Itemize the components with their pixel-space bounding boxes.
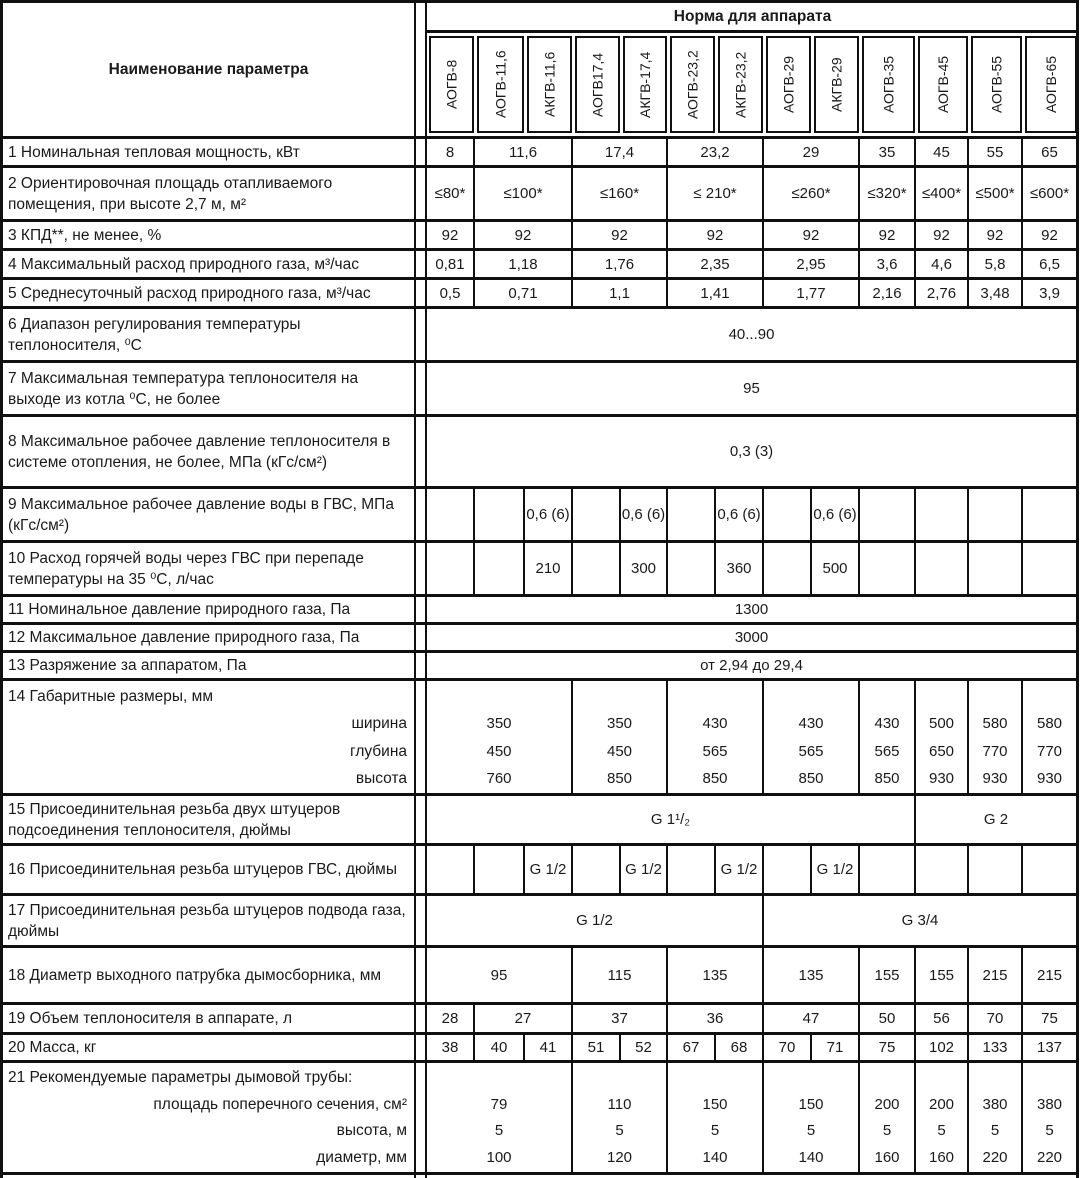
- value-cell: 95: [425, 948, 571, 1002]
- value-cell: G 2: [914, 796, 1076, 843]
- value-cell: [858, 543, 914, 594]
- value-cell: 0,71: [473, 280, 571, 306]
- column-gutter: [416, 139, 425, 165]
- table-row: [3, 678, 1076, 793]
- row-label: 5 Среднесуточный расход природного газа, м³/час: [8, 284, 371, 302]
- value-cell: 65: [1021, 139, 1076, 165]
- value-cell: [571, 543, 619, 594]
- column-header: АОГВ-11,6: [477, 36, 524, 133]
- row-label: 19 Объем теплоносителя в аппарате, л: [8, 1010, 293, 1027]
- value-line: 380: [1036, 1095, 1063, 1113]
- value-line: 450: [606, 742, 633, 760]
- value-cell: [967, 543, 1021, 594]
- value-cell: [473, 846, 523, 893]
- value-cell: 360: [714, 543, 762, 594]
- column-header: АКГВ-17,4: [623, 36, 667, 133]
- table-row: [3, 248, 1076, 277]
- row-label: 12 Максимальное давление природного газа, Па: [8, 629, 360, 646]
- value-cell: 210: [523, 543, 571, 594]
- value-line: 770: [1036, 742, 1063, 760]
- value-line: 160: [928, 1148, 955, 1166]
- value-cell: [571, 681, 666, 793]
- value-cell: 3,6: [858, 251, 914, 277]
- row-label-cell: [3, 139, 416, 165]
- value-line: 100: [486, 1148, 512, 1166]
- row-label-cell: [3, 543, 416, 594]
- row-sublabel: ширина: [351, 715, 407, 733]
- value-cell: 92: [666, 222, 762, 248]
- table-header: [3, 3, 1076, 136]
- value-line: 930: [1036, 769, 1063, 787]
- value-cell: [858, 846, 914, 893]
- value-line: 500: [928, 715, 955, 733]
- table-row: [3, 843, 1076, 893]
- value-line: 5: [710, 1122, 720, 1139]
- value-cell: 51: [571, 1035, 619, 1060]
- column-gutter: [416, 896, 425, 945]
- value-cell: [666, 489, 714, 540]
- row-label-cell: [3, 948, 416, 1002]
- value-cell: 102: [914, 1035, 967, 1060]
- value-cell: [762, 543, 810, 594]
- value-cell: 40...90: [425, 309, 1076, 360]
- row-label-cell: [3, 1005, 416, 1032]
- value-cell: 92: [762, 222, 858, 248]
- value-cell: 23,2: [666, 139, 762, 165]
- value-cell: [473, 543, 523, 594]
- value-cell: [762, 1063, 858, 1172]
- value-line: 79: [490, 1095, 508, 1113]
- value-cell: G 1/2: [810, 846, 858, 893]
- value-cell: [425, 1063, 571, 1172]
- value-cell: 155: [858, 948, 914, 1002]
- row-sublabel: диаметр, мм: [316, 1148, 407, 1166]
- value-cell: G 1/2: [714, 846, 762, 893]
- value-line: 120: [606, 1148, 633, 1166]
- row-label: 14 Габаритные размеры, мм: [8, 688, 213, 705]
- value-cell: ≤80*: [425, 168, 473, 219]
- value-cell: [762, 846, 810, 893]
- table-row: [3, 893, 1076, 945]
- value-cell: 95: [425, 363, 1076, 414]
- row-label: 7 Максимальная температура теплоносителя на выходе из котла ⁰С, не более: [8, 369, 359, 408]
- value-cell: 92: [967, 222, 1021, 248]
- value-line: 350: [486, 715, 512, 733]
- value-cell: 41: [523, 1035, 571, 1060]
- row-label-cell: [3, 309, 416, 360]
- value-line: 930: [982, 769, 1008, 787]
- value-cell: 0,81: [425, 251, 473, 277]
- value-line: 565: [874, 742, 900, 760]
- value-cell: 135: [762, 948, 858, 1002]
- value-cell: 75: [1021, 1005, 1076, 1032]
- row-sublabel: площадь поперечного сечения, см²: [153, 1095, 407, 1113]
- value-cell: 70: [967, 1005, 1021, 1032]
- value-line: 5: [615, 1122, 624, 1139]
- value-cell: 17,4: [571, 139, 666, 165]
- value-line: 450: [486, 742, 512, 760]
- value-line: 200: [928, 1095, 955, 1113]
- row-label: 6 Диапазон регулирования температуры теплоносителя, ⁰С: [8, 315, 301, 354]
- table-row: [3, 277, 1076, 306]
- table-row: [3, 360, 1076, 414]
- row-sublabel: глубина: [350, 742, 407, 760]
- column-gutter: [416, 653, 425, 678]
- value-cell: 0,6 (6): [619, 489, 666, 540]
- table-row: [3, 136, 1076, 165]
- row-label: 21 Рекомендуемые параметры дымовой трубы:: [8, 1069, 353, 1086]
- row-label: 3 КПД**, не менее, %: [8, 226, 162, 244]
- value-cell: 137: [1021, 1035, 1076, 1060]
- group-title: Норма для аппарата: [427, 3, 1078, 33]
- value-line: 140: [798, 1148, 824, 1166]
- value-cell: ≤ 210*: [666, 168, 762, 219]
- column-header: АКГВ-11,6: [527, 36, 572, 133]
- column-gutter: [416, 948, 425, 1002]
- value-cell: [473, 489, 523, 540]
- column-header: АОГВ-23,2: [670, 36, 715, 133]
- column-header: АОГВ-29: [766, 36, 811, 133]
- value-line: 850: [702, 769, 728, 787]
- value-cell: 3,48: [967, 280, 1021, 306]
- value-cell: ≤260*: [762, 168, 858, 219]
- value-cell: [1021, 681, 1076, 793]
- row-label-cell: [3, 653, 416, 678]
- value-cell: 5,8: [967, 251, 1021, 277]
- table-row: [3, 414, 1076, 486]
- value-cell: от 2,94 до 29,4: [425, 653, 1076, 678]
- value-cell: 3,9: [1021, 280, 1076, 306]
- value-line: 565: [798, 742, 824, 760]
- column-headers: [427, 33, 1078, 136]
- value-cell: [425, 543, 473, 594]
- row-label-cell: [3, 796, 416, 843]
- value-cell: 11,6: [473, 139, 571, 165]
- row-label-cell: [3, 1063, 416, 1172]
- value-cell: 38: [425, 1035, 473, 1060]
- column-gutter: [416, 168, 425, 219]
- row-label-cell: [3, 896, 416, 945]
- value-line: 5: [990, 1122, 1000, 1139]
- table-row: [3, 1032, 1076, 1060]
- value-cell: 0,3 (3): [425, 417, 1076, 486]
- value-cell: 29: [762, 139, 858, 165]
- row-label: 16 Присоединительная резьба штуцеров ГВС, дюймы: [8, 861, 397, 878]
- value-line: 200: [874, 1095, 900, 1113]
- value-line: 220: [982, 1148, 1008, 1166]
- value-cell: [967, 1063, 1021, 1172]
- value-cell: 70: [762, 1035, 810, 1060]
- value-line: 150: [702, 1095, 728, 1113]
- row-label: 10 Расход горячей воды через ГВС при перепаде температуры на 35 ⁰С, л/час: [8, 549, 364, 588]
- table-row: [3, 1002, 1076, 1032]
- row-label: 17 Присоединительная резьба штуцеров подвода газа, дюймы: [8, 901, 406, 940]
- value-line: 5: [494, 1122, 504, 1139]
- value-line: 380: [982, 1095, 1008, 1113]
- value-cell: 92: [914, 222, 967, 248]
- column-gutter: [416, 1005, 425, 1032]
- column-gutter: [416, 309, 425, 360]
- value-cell: 6,5: [1021, 251, 1076, 277]
- row-label-cell: [3, 280, 416, 306]
- table-row: [3, 165, 1076, 219]
- value-line: 430: [702, 715, 728, 733]
- value-cell: 0,6 (6): [523, 489, 571, 540]
- column-header: АОГВ-8: [429, 36, 474, 133]
- value-line: 5: [806, 1122, 816, 1139]
- column-gutter: [416, 625, 425, 650]
- value-cell: 0,6 (6): [714, 489, 762, 540]
- value-cell: G 3/4: [762, 896, 1076, 945]
- row-label-cell: [3, 489, 416, 540]
- param-column-title: Наименование параметра: [3, 3, 416, 136]
- column-gutter: [416, 543, 425, 594]
- value-cell: [914, 543, 967, 594]
- table-row: [3, 486, 1076, 540]
- value-cell: 52: [619, 1035, 666, 1060]
- value-cell: G 1/2: [523, 846, 571, 893]
- value-cell: [666, 543, 714, 594]
- table-row: [3, 622, 1076, 650]
- value-cell: [762, 681, 858, 793]
- row-label: 15 Присоединительная резьба двух штуцеров подсоединения теплоносителя, дюймы: [8, 800, 341, 839]
- column-gutter: [416, 681, 425, 793]
- column-gutter: [416, 1063, 425, 1172]
- value-cell: 35: [858, 139, 914, 165]
- value-cell: ≤400*: [914, 168, 967, 219]
- value-cell: ≤100*: [473, 168, 571, 219]
- row-label: 11 Номинальное давление природного газа, Па: [8, 601, 351, 618]
- column-gutter: [416, 251, 425, 277]
- value-cell: [858, 681, 914, 793]
- row-label: 1 Номинальная тепловая мощность, кВт: [8, 143, 300, 161]
- column-gutter: [416, 280, 425, 306]
- value-cell: 27: [473, 1005, 571, 1032]
- value-cell: 500: [810, 543, 858, 594]
- table-row: [3, 306, 1076, 360]
- value-cell: G 1¹/₂: [425, 796, 914, 843]
- value-cell: 71: [810, 1035, 858, 1060]
- value-cell: 55: [967, 139, 1021, 165]
- row-label-cell: [3, 251, 416, 277]
- row-label-cell: [3, 597, 416, 622]
- column-gutter: [416, 1035, 425, 1060]
- value-cell: 2,95: [762, 251, 858, 277]
- row-label-cell: [3, 1035, 416, 1060]
- table-row: [3, 594, 1076, 622]
- value-line: 150: [798, 1095, 824, 1113]
- value-cell: [571, 846, 619, 893]
- value-line: 770: [982, 742, 1008, 760]
- value-cell: 92: [571, 222, 666, 248]
- value-cell: [762, 489, 810, 540]
- row-label: 4 Максимальный расход природного газа, м³/час: [8, 255, 359, 273]
- value-line: 430: [874, 715, 900, 733]
- column-header: АОГВ-55: [971, 36, 1022, 133]
- column-gutter: [416, 417, 425, 486]
- value-cell: 36: [666, 1005, 762, 1032]
- value-cell: 2,35: [666, 251, 762, 277]
- value-cell: [967, 681, 1021, 793]
- value-cell: ≤160*: [571, 168, 666, 219]
- value-cell: 2,76: [914, 280, 967, 306]
- value-cell: 92: [473, 222, 571, 248]
- value-cell: [967, 846, 1021, 893]
- value-cell: 0,5: [425, 280, 473, 306]
- value-cell: 28: [425, 1005, 473, 1032]
- table-row: [3, 650, 1076, 678]
- value-cell: 215: [1021, 948, 1076, 1002]
- value-cell: ≤320*: [858, 168, 914, 219]
- value-line: 430: [798, 715, 824, 733]
- row-label: 9 Максимальное рабочее давление воды в ГВС, МПа (кГс/см²): [8, 495, 394, 534]
- value-cell: [1021, 489, 1076, 540]
- value-cell: 1,77: [762, 280, 858, 306]
- table-row: [3, 945, 1076, 1002]
- table-row: [3, 540, 1076, 594]
- value-cell: 8: [425, 139, 473, 165]
- appliance-columns-header: [425, 3, 1078, 136]
- value-cell: [967, 489, 1021, 540]
- value-cell: [666, 846, 714, 893]
- value-line: 580: [1036, 715, 1063, 733]
- value-cell: G 1/2: [619, 846, 666, 893]
- value-line: 140: [702, 1148, 728, 1166]
- value-cell: [425, 489, 473, 540]
- row-label-cell: [3, 625, 416, 650]
- column-gutter: [416, 489, 425, 540]
- value-cell: 45: [914, 139, 967, 165]
- value-line: 5: [882, 1122, 892, 1139]
- value-cell: 75: [858, 1035, 914, 1060]
- value-cell: [1021, 1063, 1076, 1172]
- cutoff-row: [3, 1172, 1076, 1178]
- row-label: 18 Диаметр выходного патрубка дымосборника, мм: [8, 966, 382, 984]
- column-gutter: [416, 3, 425, 136]
- value-cell: 215: [967, 948, 1021, 1002]
- row-label-cell: [3, 846, 416, 893]
- value-cell: 1,41: [666, 280, 762, 306]
- table-body: [3, 136, 1076, 1172]
- value-line: 930: [928, 769, 955, 787]
- value-cell: 37: [571, 1005, 666, 1032]
- row-label: 13 Разряжение за аппаратом, Па: [8, 657, 247, 674]
- column-header: АКГВ-29: [814, 36, 859, 133]
- row-label-cell: [3, 363, 416, 414]
- value-line: 110: [607, 1095, 632, 1113]
- value-cell: 135: [666, 948, 762, 1002]
- row-label: 20 Масса, кг: [8, 1039, 97, 1056]
- value-cell: 67: [666, 1035, 714, 1060]
- column-gutter: [416, 597, 425, 622]
- value-cell: 1,76: [571, 251, 666, 277]
- value-cell: 133: [967, 1035, 1021, 1060]
- value-cell: 4,6: [914, 251, 967, 277]
- value-cell: [914, 681, 967, 793]
- value-cell: 56: [914, 1005, 967, 1032]
- value-cell: 50: [858, 1005, 914, 1032]
- column-header: АОГВ-45: [918, 36, 968, 133]
- value-cell: 40: [473, 1035, 523, 1060]
- value-cell: 3000: [425, 625, 1076, 650]
- value-cell: ≤600*: [1021, 168, 1076, 219]
- value-cell: 115: [571, 948, 666, 1002]
- value-line: 220: [1036, 1148, 1063, 1166]
- value-cell: [571, 1063, 666, 1172]
- value-cell: G 1/2: [425, 896, 762, 945]
- value-cell: 92: [425, 222, 473, 248]
- row-label-cell: [3, 222, 416, 248]
- value-line: 760: [486, 769, 512, 787]
- value-line: 5: [1045, 1122, 1054, 1139]
- value-line: 650: [928, 742, 955, 760]
- value-cell: 92: [1021, 222, 1076, 248]
- row-label-cell: [3, 417, 416, 486]
- value-cell: [571, 489, 619, 540]
- value-cell: [914, 846, 967, 893]
- table-row: [3, 219, 1076, 248]
- value-line: 850: [798, 769, 824, 787]
- column-gutter: [416, 222, 425, 248]
- value-cell: 155: [914, 948, 967, 1002]
- row-label: 8 Максимальное рабочее давление теплоносителя в системе отопления, не более, МПа (кГс/см²): [8, 432, 391, 471]
- row-sublabel: высота, м: [336, 1122, 407, 1139]
- value-line: 565: [702, 742, 728, 760]
- value-cell: 92: [858, 222, 914, 248]
- row-label-cell: [3, 681, 416, 793]
- value-cell: 2,16: [858, 280, 914, 306]
- value-cell: [425, 846, 473, 893]
- value-line: 350: [606, 715, 633, 733]
- value-line: 160: [874, 1148, 900, 1166]
- value-cell: ≤500*: [967, 168, 1021, 219]
- column-header: АОГВ-65: [1025, 36, 1077, 133]
- value-cell: [666, 681, 762, 793]
- value-line: 580: [982, 715, 1008, 733]
- value-cell: 68: [714, 1035, 762, 1060]
- table-row: [3, 1060, 1076, 1172]
- column-gutter: [416, 796, 425, 843]
- value-cell: [1021, 543, 1076, 594]
- column-gutter: [416, 846, 425, 893]
- value-line: 850: [874, 769, 900, 787]
- value-cell: 1,1: [571, 280, 666, 306]
- column-gutter: [416, 363, 425, 414]
- row-sublabel: высота: [355, 769, 407, 787]
- value-cell: [666, 1063, 762, 1172]
- value-cell: [914, 1063, 967, 1172]
- column-header: АОГВ-35: [862, 36, 915, 133]
- column-header: АОГВ17,4: [575, 36, 620, 133]
- value-cell: [425, 681, 571, 793]
- value-cell: [914, 489, 967, 540]
- row-label-cell: [3, 168, 416, 219]
- value-cell: 1,18: [473, 251, 571, 277]
- row-label: 2 Ориентировочная площадь отапливаемого помещения, при высоте 2,7 м, м²: [8, 174, 333, 213]
- value-line: 5: [937, 1122, 946, 1139]
- value-cell: 0,6 (6): [810, 489, 858, 540]
- table-row: [3, 793, 1076, 843]
- value-cell: [858, 1063, 914, 1172]
- value-cell: [1021, 846, 1076, 893]
- value-cell: 1300: [425, 597, 1076, 622]
- value-cell: 47: [762, 1005, 858, 1032]
- column-header: АКГВ-23,2: [718, 36, 763, 133]
- value-cell: 300: [619, 543, 666, 594]
- value-line: 850: [606, 769, 633, 787]
- value-cell: [858, 489, 914, 540]
